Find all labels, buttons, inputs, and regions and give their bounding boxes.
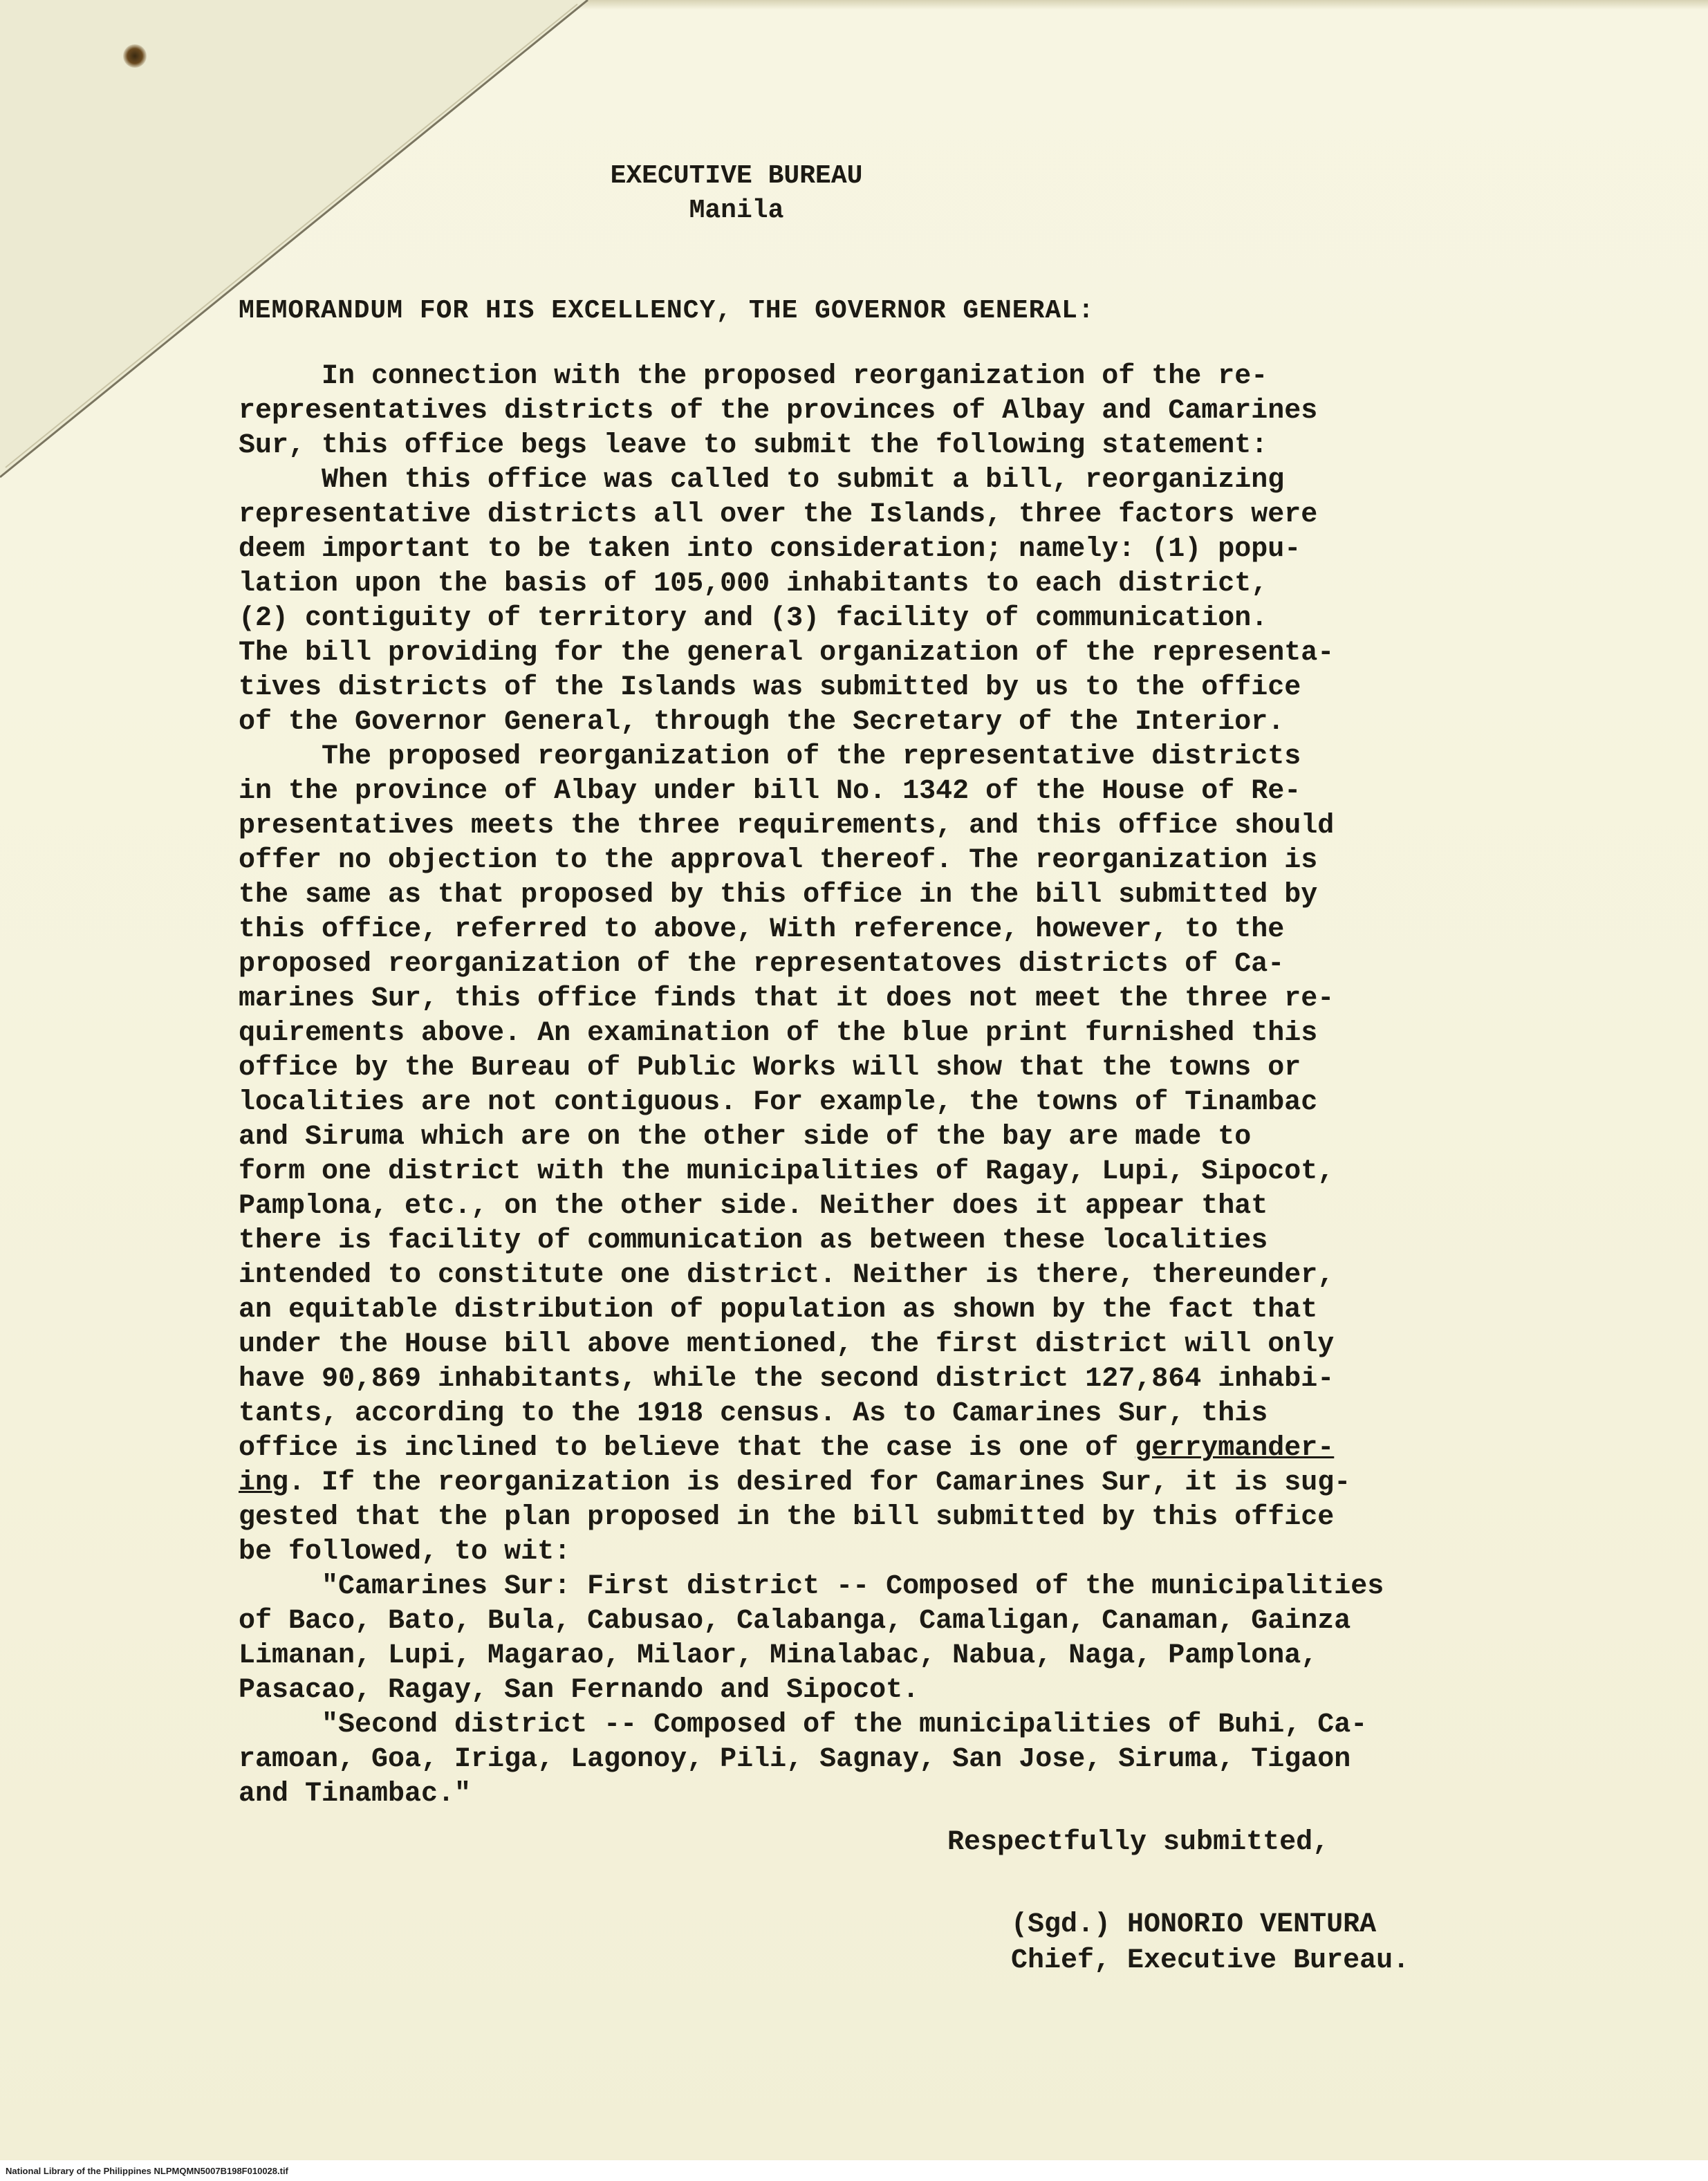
body-line: have 90,869 inhabitants, while the second district 127,864 inhabi- [239,1364,1335,1395]
body-line: this office, referred to above, With reference, however, to the [239,914,1285,945]
body-line: representatives districts of the provinces of Albay and Camarines [239,396,1318,427]
body-line: In connection with the proposed reorganization of the re- [239,361,1268,392]
body-line: and Siruma which are on the other side of the bay are made to [239,1122,1252,1153]
body-line: Pamplona, etc., on the other side. Neither does it appear that [239,1191,1268,1222]
body-line: office by the Bureau of Public Works will show that the towns or [239,1052,1301,1084]
body-line: under the House bill above mentioned, the first district will only [239,1329,1335,1360]
body-line: ramoan, Goa, Iriga, Lagonoy, Pili, Sagnay, San Jose, Siruma, Tigaon [239,1744,1351,1775]
body-line: gested that the plan proposed in the bill submitted by this office [239,1502,1335,1533]
body-line: form one district with the municipalities of Ragay, Lupi, Sipocot, [239,1156,1335,1187]
body-line: tants, according to the 1918 census. As to Camarines Sur, this [239,1398,1268,1429]
body-line: Pasacao, Ragay, San Fernando and Sipocot. [239,1675,920,1706]
signatory-name: (Sgd.) HONORIO VENTURA [1011,1909,1377,1940]
body-line: quirements above. An examination of the blue print furnished this [239,1018,1318,1049]
signatory-title: Chief, Executive Bureau. [1011,1945,1410,1976]
body-line: of the Governor General, through the Secretary of the Interior. [239,707,1285,738]
body-line: office is inclined to believe that the case is one of gerrymander- [239,1433,1335,1464]
body-line: When this office was called to submit a bill, reorganizing [239,465,1285,496]
body-line: of Baco, Bato, Bula, Cabusao, Calabanga, Camaligan, Canaman, Gainza [239,1606,1351,1637]
body-line: tives districts of the Islands was submitted by us to the office [239,672,1301,703]
body-line: (2) contiguity of territory and (3) facility of communication. [239,603,1268,634]
memo-body [239,360,1649,1812]
body-line: The proposed reorganization of the representative districts [239,741,1301,772]
body-line: Limanan, Lupi, Magarao, Milaor, Minalabac, Nabua, Naga, Pamplona, [239,1640,1318,1671]
memo-title: MEMORANDUM FOR HIS EXCELLENCY, THE GOVERNOR GENERAL: [239,296,1095,326]
signature-block [1011,1907,1409,1979]
body-line: ing. If the reorganization is desired for Camarines Sur, it is sug- [239,1467,1351,1498]
letterhead [0,159,1473,228]
closing-line: Respectfully submitted, [947,1827,1330,1858]
body-line: and Tinambac." [239,1779,472,1810]
body-line: be followed, to wit: [239,1537,571,1568]
body-line: lation upon the basis of 105,000 inhabitants to each district, [239,568,1268,600]
scan-credit: National Library of the Philippines NLPMQMN5007B198F010028.tif [6,2166,288,2176]
body-line: "Second district -- Composed of the municipalities of Buhi, Ca- [239,1709,1368,1741]
bureau-city: Manila [689,196,784,225]
body-line: proposed reorganization of the representatoves districts of Ca- [239,949,1285,980]
body-line: presentatives meets the three requirements, and this office should [239,810,1335,842]
body-line: Sur, this office begs leave to submit the following statement: [239,430,1268,461]
body-line: "Camarines Sur: First district -- Composed of the municipalities [239,1571,1384,1602]
body-line: deem important to be taken into consideration; namely: (1) popu- [239,534,1301,565]
body-line: in the province of Albay under bill No. 1342 of the House of Re- [239,776,1301,807]
body-line: an equitable distribution of population as shown by the fact that [239,1294,1318,1326]
ink-stain [123,44,147,68]
body-line: there is facility of communication as between these localities [239,1225,1268,1256]
body-line: the same as that proposed by this office in the bill submitted by [239,880,1318,911]
body-line: localities are not contiguous. For example, the towns of Tinambac [239,1087,1318,1118]
body-line: offer no objection to the approval thereof. The reorganization is [239,845,1318,876]
body-line: intended to constitute one district. Neither is there, thereunder, [239,1260,1335,1291]
body-line: marines Sur, this office finds that it does not meet the three re- [239,983,1335,1014]
bureau-title: EXECUTIVE BUREAU [610,161,863,191]
underlined-word: ing [239,1467,289,1498]
underlined-word: gerrymander- [1135,1433,1335,1464]
body-line: The bill providing for the general organization of the representa- [239,638,1335,669]
body-line: representative districts all over the Islands, three factors were [239,499,1318,530]
